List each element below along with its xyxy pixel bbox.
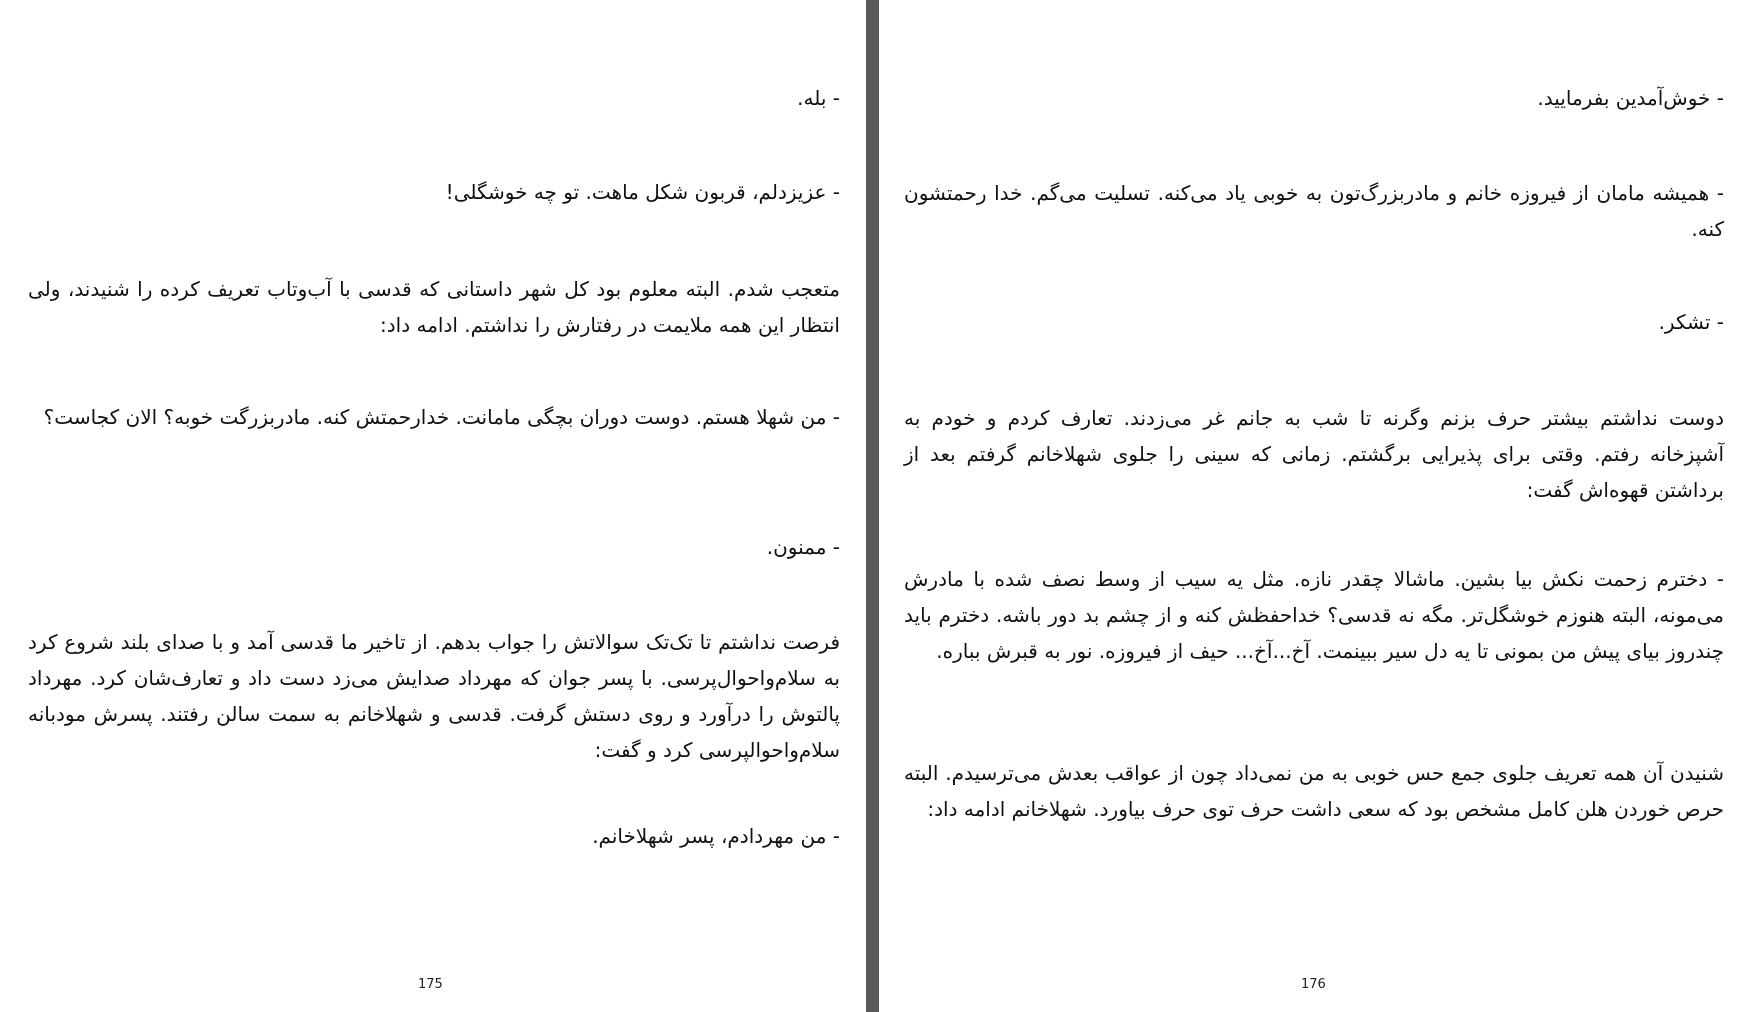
dialogue-line: - خوش‌آمدین بفرمایید.: [1537, 86, 1724, 110]
dialogue-line: - بله.: [797, 86, 840, 110]
page-gutter: [866, 0, 879, 1012]
dialogue-line: - تشکر.: [1658, 310, 1724, 334]
dialogue-line: - من مهردادم، پسر شهلاخانم.: [592, 824, 840, 848]
dialogue-line: - ممنون.: [766, 535, 840, 559]
dialogue-line: - همیشه مامان از فیروزه خانم و مادربزرگ‌تون به خوبی یاد می‌کنه. تسلیت می‌گم. خدا رحمتشون کنه.: [904, 181, 1724, 241]
dialogue-line: - من شهلا هستم. دوست دوران بچگی مامانت. خدارحمتش کنه. مادربزرگت خوبه؟ الان کجاست؟: [43, 405, 840, 429]
page-number: 176: [1301, 977, 1326, 992]
narration-paragraph: متعجب شدم. البته معلوم بود کل شهر داستانی که قدسی با آب‌وتاب تعریف کرده را شنیدند، ولی انتظار این همه ملایمت در رفتارش را نداشتم. ادامه داد:: [28, 277, 840, 337]
right-page: [879, 0, 1750, 1012]
left-page: [0, 0, 866, 1012]
narration-paragraph: دوست نداشتم بیشتر حرف بزنم وگرنه تا شب به جانم غر می‌زدند. تعارف کردم و خودم به آشپزخانه رفتم. وقتی برای پذیرایی برگشتم. زمانی که سینی را جلوی شهلاخانم گرفتم بعد از برداشتن قهوه‌اش گفت:: [904, 406, 1724, 502]
dialogue-line: - عزیزدلم، قربون شکل ماهت. تو چه خوشگلی!: [445, 180, 840, 204]
dialogue-line: - دخترم زحمت نکش بیا بشین. ماشالا چقدر نازه. مثل یه سیب از وسط نصف شده با مادرش می‌مونه، البته هنوزم خوشگل‌تر. مگه نه قدسی؟ خداحفظش کنه و از چشم بد دور باشه. دخترم باید چندروز بیای پیش من بمونی تا یه دل سیر ببینمت. آخ...آخ... حیف از فیروزه. نور به قبرش بباره.: [904, 567, 1724, 663]
narration-paragraph: فرصت نداشتم تا تک‌تک سوالاتش را جواب بدهم. از تاخیر ما قدسی آمد و با صدای بلند شروع کرد به سلام‌واحوال‌پرسی. با پسر جوان که مهرداد صدایش می‌زد دست داد و تعارف‌شان کرد. مهرداد پالتوش را درآورد و روی دستش گرفت. قدسی و شهلاخانم به سمت سالن رفتند. پسرش مودبانه سلام‌واحوالپرسی کرد و گفت:: [28, 630, 840, 762]
page-number: 175: [418, 977, 443, 992]
narration-paragraph: شنیدن آن همه تعریف جلوی جمع حس خوبی به من نمی‌داد چون از عواقب بعدش می‌ترسیدم. البته حرص خوردن هلن کامل مشخص بود که سعی داشت حرف توی حرف بیاورد. شهلاخانم ادامه داد:: [904, 761, 1724, 821]
